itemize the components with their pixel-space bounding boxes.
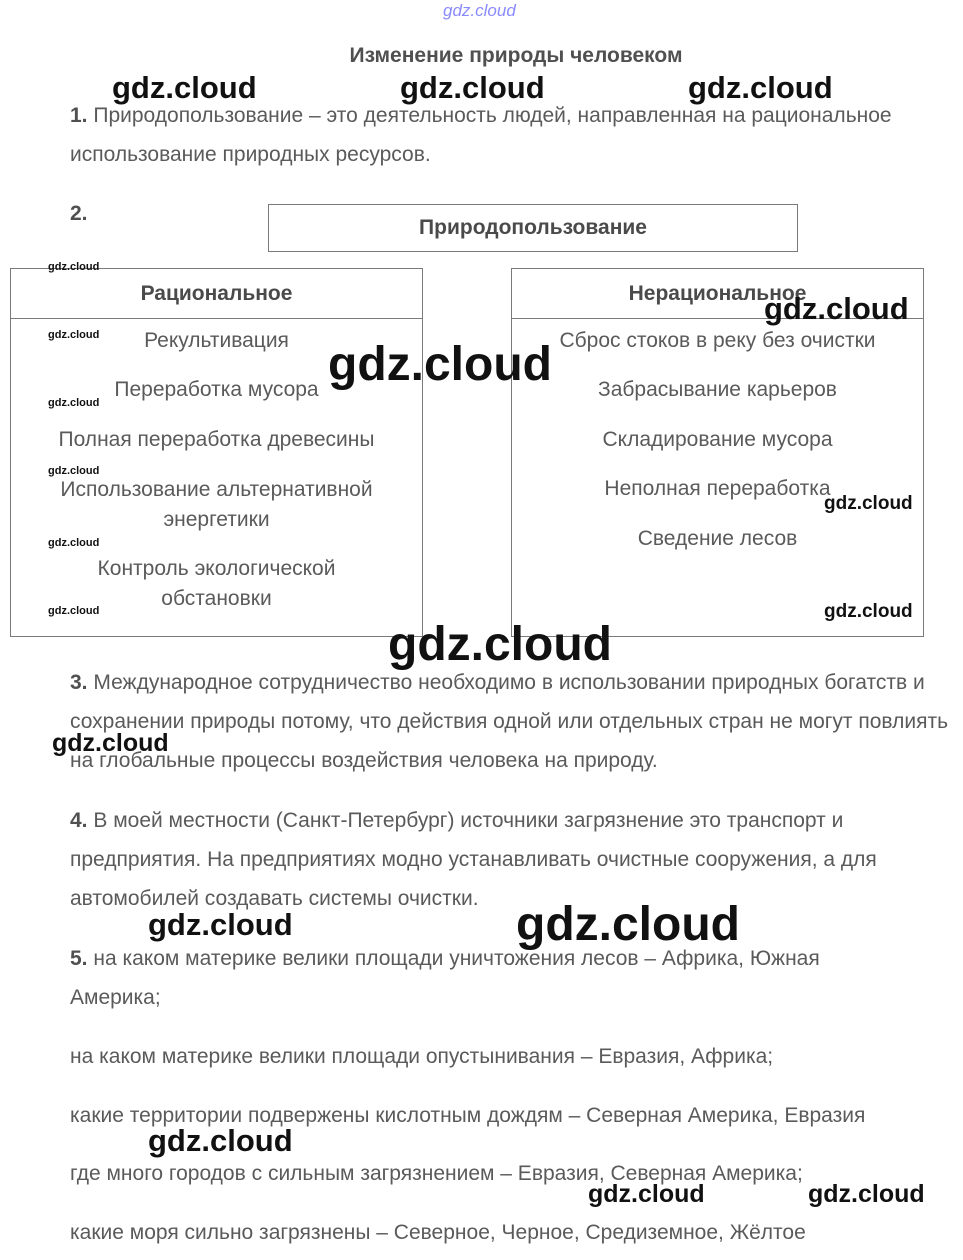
watermark: gdz.cloud: [808, 1180, 925, 1208]
rational-item: Использование альтернативной энергетики: [60, 478, 373, 531]
answer-3: [70, 663, 960, 780]
watermark: gdz.cloud: [48, 465, 100, 477]
answer-5-line-5: какие моря сильно загрязнены – Северное, Черное, Средиземное, Жёлтое: [70, 1221, 806, 1244]
answer-number: 1.: [70, 104, 88, 127]
watermark: gdz.cloud: [48, 537, 100, 549]
watermark: gdz.cloud: [112, 70, 257, 105]
answer-5-line-4: где много городов с сильным загрязнением – Евразия, Северная Америка;: [70, 1162, 803, 1185]
answer-5-line-1: [70, 939, 900, 1017]
rational-item: Переработка мусора: [114, 378, 319, 401]
answer-number: 5.: [70, 947, 88, 970]
rational-item: Полная переработка древесины: [58, 428, 375, 451]
watermark: gdz.cloud: [824, 601, 913, 622]
irrational-header: Нерациональное: [628, 281, 807, 305]
answer-4: [70, 801, 960, 918]
answer-text: Международное сотрудничество необходимо в использовании природных богатств и сохранении природы потому, что действия одной или отдельных стран не могут повлиять на глобальные процессы воздействия человека на природу.: [70, 671, 949, 772]
rational-item: Контроль экологической обстановки: [97, 557, 336, 610]
answer-1: [70, 96, 960, 174]
watermark: gdz.cloud: [148, 907, 293, 942]
watermark: gdz.cloud: [48, 261, 100, 273]
page-title: Изменение природы человеком: [349, 44, 683, 67]
answer-5-line-3: какие территории подвержены кислотным дождям – Северная Америка, Евразия: [70, 1104, 866, 1127]
answer-number: 4.: [70, 809, 88, 832]
diagram-root-box: [268, 204, 798, 252]
watermark: gdz.cloud: [764, 291, 909, 326]
watermark: gdz.cloud: [443, 1, 516, 20]
irrational-item: Неполная переработка: [604, 477, 831, 500]
irrational-item: Сброс стоков в реку без очистки: [559, 329, 876, 352]
rational-header-box: [10, 268, 423, 319]
irrational-list-box: [511, 318, 924, 637]
watermark: gdz.cloud: [400, 70, 545, 105]
irrational-item: Забрасывание карьеров: [598, 378, 837, 401]
rational-item: Рекультивация: [144, 329, 289, 352]
watermark: gdz.cloud: [52, 729, 169, 757]
answer-text: Природопользование – это деятельность людей, направленная на рациональное использование природных ресурсов.: [70, 104, 892, 166]
rational-header: Рациональное: [140, 281, 293, 305]
watermark: gdz.cloud: [48, 397, 100, 409]
answer-number: 3.: [70, 671, 88, 694]
irrational-item: Складирование мусора: [602, 428, 833, 451]
watermark: gdz.cloud: [48, 605, 100, 617]
answer-5-line-2: на каком материке велики площади опустынивания – Евразия, Африка;: [70, 1045, 774, 1068]
watermark: gdz.cloud: [48, 329, 100, 341]
watermark: gdz.cloud: [688, 70, 833, 105]
answer-2-number: 2.: [70, 202, 88, 225]
watermark: gdz.cloud: [388, 618, 612, 671]
diagram-root-label: Природопользование: [419, 216, 647, 239]
watermark: gdz.cloud: [148, 1123, 293, 1158]
answer-text: на каком материке велики площади уничтожения лесов – Африка, Южная Америка;: [70, 947, 820, 1009]
irrational-item: Сведение лесов: [637, 527, 798, 550]
watermark: gdz.cloud: [516, 898, 740, 951]
answer-text: В моей местности (Санкт-Петербург) источники загрязнение это транспорт и предприятия. На предприятиях модно устанавливать очистные сооружения, а для автомобилей создавать системы очистки.: [70, 809, 877, 910]
watermark: gdz.cloud: [328, 338, 552, 391]
watermark: gdz.cloud: [588, 1180, 705, 1208]
watermark: gdz.cloud: [824, 493, 913, 514]
